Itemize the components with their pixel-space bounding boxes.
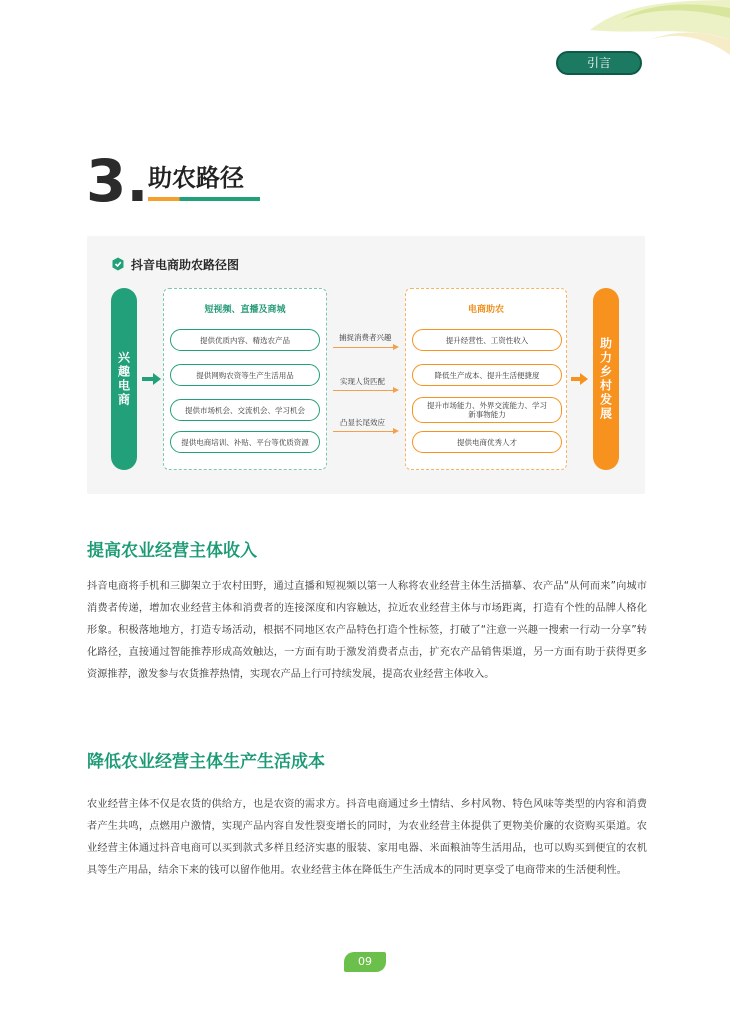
list-item: 提供电商培训、补贴、平台等优质资源 <box>170 431 320 453</box>
arrow-right-icon <box>142 377 156 381</box>
arrow-right-icon <box>333 390 397 391</box>
list-item: 提升经营性、工资性收入 <box>412 329 562 351</box>
diagram-title: 抖音电商助农路径图 <box>131 258 240 272</box>
title-underline <box>148 197 260 201</box>
list-item: 提供电商优秀人才 <box>412 431 562 453</box>
section-heading: 提高农业经营主体收入 <box>87 541 257 561</box>
list-item: 提升市场能力、外界交流能力、学习新事物能力 <box>412 397 562 423</box>
section-body: 农业经营主体不仅是农货的供给方，也是农资的需求方。抖音电商通过乡土情结、乡村风物、特色风味等类型的内容和消费者产生共鸣，点燃用户激情，实现产品内容自发性裂变增长的同时，为农业经营主体提供了更物美价廉的农资购买渠道。农业经营主体通过抖音电商可以买到款式多样且经济实惠的服装、家用电器、米面粮油等生活用品，也可以购买到便宜的农机具等生产用品，结余下来的钱可以留作他用。农业经营主体在降低生产生活成本的同时更享受了电商带来的生活便利性。 <box>87 799 647 876</box>
page-title: 助农路径 <box>148 164 244 192</box>
group-channels <box>163 288 327 470</box>
middle-label: 捕捉消费者兴趣 <box>339 333 392 342</box>
group-heading: 短视频、直播及商城 <box>204 305 286 315</box>
middle-label: 凸显长尾效应 <box>340 418 385 427</box>
list-item: 提供优质内容、精选农产品 <box>170 329 320 351</box>
group-ecommerce-aid <box>405 288 567 470</box>
section-heading: 降低农业经营主体生产生活成本 <box>87 752 325 772</box>
list-item: 降低生产成本、提升生活便捷度 <box>412 364 562 386</box>
group-heading: 电商助农 <box>467 305 504 315</box>
middle-label: 实现人货匹配 <box>340 377 385 386</box>
arrow-right-icon <box>571 377 583 381</box>
section-body: 抖音电商将手机和三脚架立于农村田野，通过直播和短视频以第一人称将农业经营主体生活描摹、农产品“从何而来”向城市消费者传递，增加农业经营主体和消费者的连接深度和内容触达，拉近农业经营主体与市场距离，打造有个性的品牌人格化形象。积极落地地方，打造专场活动，根据不同地区农产品特色打造个性标签，打破了“注意一兴趣一搜索一行动一分享”转化路径，直接通过智能推荐形成高效触达，一方面有助于激发消费者点击，扩充农产品销售渠道，另一方面有助于获得更多资源推荐，激发参与农货推荐热情，实现农产品上行可持续发展，提高农业经营主体收入。 <box>87 581 647 680</box>
section-tag: 引言 <box>556 51 642 75</box>
arrow-right-icon <box>333 347 397 348</box>
page-number: 09 <box>344 952 386 972</box>
path-diagram <box>87 236 645 494</box>
section-number: 3. <box>86 147 149 215</box>
pillar-interest-ecommerce: 兴趣电商 <box>111 288 137 470</box>
list-item: 提供市场机会、交流机会、学习机会 <box>170 399 320 421</box>
pillar-rural-development: 助力乡村发展 <box>593 288 619 470</box>
list-item: 提供网购农资等生产生活用品 <box>170 364 320 386</box>
arrow-right-icon <box>333 431 397 432</box>
